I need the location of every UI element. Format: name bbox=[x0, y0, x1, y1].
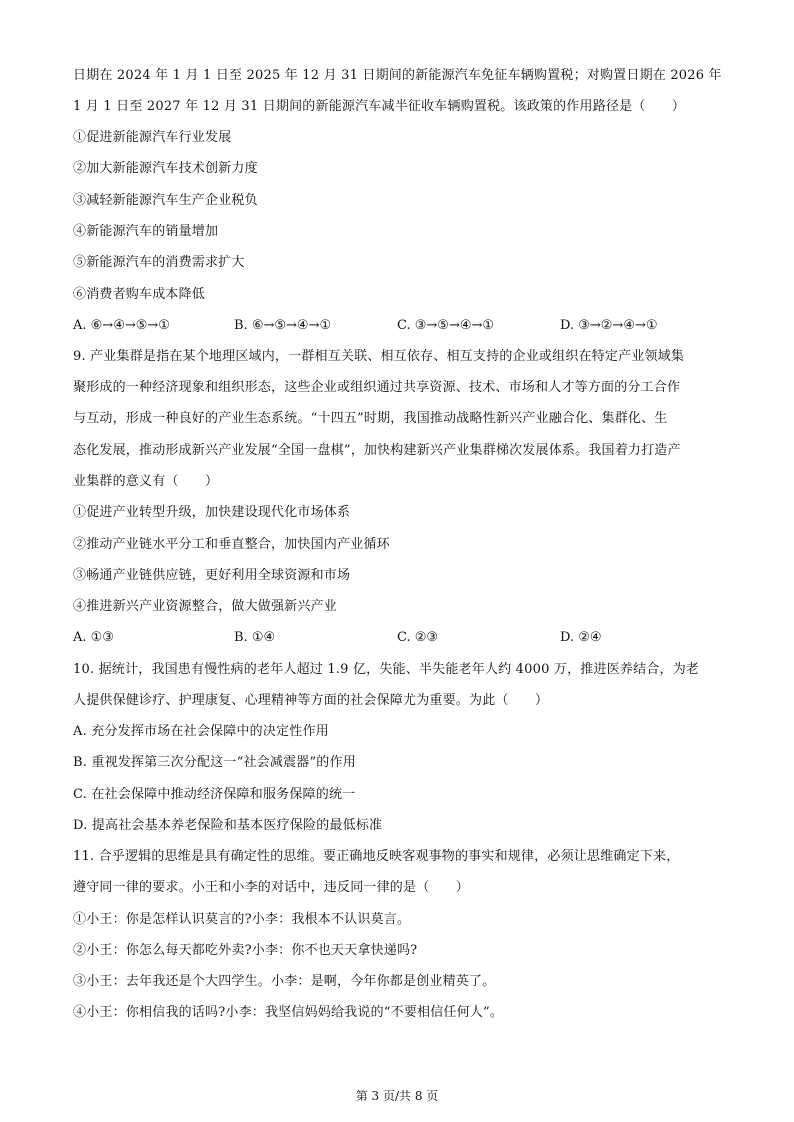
q11-item-1: ①小王：你是怎样认识莫言的?小李：我根本不认识莫言。 bbox=[73, 912, 411, 927]
q9-option-b: B. ①④ bbox=[234, 630, 276, 645]
q11-stem-line-1: 11. 合乎逻辑的思维是具有确定性的思维。要正确地反映客观事物的事实和规律，必须让思维确定下来， bbox=[73, 849, 680, 864]
q8-option-c: C. ③→⑤→④→① bbox=[397, 318, 495, 333]
q10-choice-a: A. 充分发挥市场在社会保障中的决定性作用 bbox=[73, 724, 329, 739]
q9-stem-line-3: 与互动，形成一种良好的产业生态系统。“十四五”时期，我国推动战略性新兴产业融合化、集群化、生 bbox=[73, 411, 668, 426]
q8-item-4: ④新能源汽车的销量增加 bbox=[73, 224, 219, 239]
q9-option-a: A. ①③ bbox=[73, 630, 114, 645]
q9-option-d: D. ②④ bbox=[560, 630, 602, 645]
q11-stem-line-2: 遵守同一律的要求。小王和小李的对话中，违反同一律的是（ ） bbox=[73, 880, 470, 895]
q8-stem-line-1: 日期在 2024 年 1 月 1 日至 2025 年 12 月 31 日期间的新能源汽车免征车辆购置税；对购置日期在 2026 年 bbox=[73, 68, 722, 83]
q8-option-b: B. ⑥→⑤→④→① bbox=[234, 318, 332, 333]
q9-stem-line-1: 9. 产业集群是指在某个地理区域内，一群相互关联、相互依存、相互支持的企业或组织在特定产业领域集 bbox=[73, 349, 685, 364]
q8-stem-line-2: 1 月 1 日至 2027 年 12 月 31 日期间的新能源汽车减半征收车辆购置税。该政策的作用路径是（ ） bbox=[73, 99, 686, 114]
q8-option-d: D. ③→②→④→① bbox=[560, 318, 658, 333]
q9-stem-line-4: 态化发展，推动形成新兴产业发展“全国一盘棋”，加快构建新兴产业集群梯次发展体系。我国着力打造产 bbox=[73, 443, 681, 458]
q10-stem-line-1: 10. 据统计，我国患有慢性病的老年人超过 1.9 亿，失能、半失能老年人约 4000 万，推进医养结合，为老 bbox=[73, 662, 700, 677]
q9-item-2: ②推动产业链水平分工和垂直整合，加快国内产业循环 bbox=[73, 537, 390, 552]
q10-stem-line-2: 人提供保健诊疗、护理康复、心理精神等方面的社会保障尤为重要。为此（ ） bbox=[73, 693, 549, 708]
q8-option-a: A. ⑥→④→⑤→① bbox=[73, 318, 170, 333]
q9-stem-line-5: 业集群的意义有（ ） bbox=[73, 474, 219, 489]
q8-item-1: ①促进新能源汽车行业发展 bbox=[73, 130, 232, 145]
q9-item-4: ④推进新兴产业资源整合，做大做强新兴产业 bbox=[73, 599, 338, 614]
q8-item-5: ⑤新能源汽车的消费需求扩大 bbox=[73, 255, 245, 270]
q11-item-2: ②小王：你怎么每天都吃外卖?小李：你不也天天拿快递吗? bbox=[73, 943, 418, 958]
q9-stem-line-2: 聚形成的一种经济现象和组织形态，这些企业或组织通过共享资源、技术、市场和人才等方面的分工合作 bbox=[73, 380, 681, 395]
q10-choice-d: D. 提高社会基本养老保险和基本医疗保险的最低标准 bbox=[73, 818, 383, 833]
page-number: 第 3 页/共 8 页 bbox=[355, 1089, 439, 1103]
q8-item-2: ②加大新能源汽车技术创新力度 bbox=[73, 161, 258, 176]
q9-item-1: ①促进产业转型升级，加快建设现代化市场体系 bbox=[73, 505, 351, 520]
q10-choice-c: C. 在社会保障中推动经济保障和服务保障的统一 bbox=[73, 787, 356, 802]
q8-item-3: ③减轻新能源汽车生产企业税负 bbox=[73, 193, 258, 208]
q9-item-3: ③畅通产业链供应链，更好利用全球资源和市场 bbox=[73, 568, 351, 583]
q11-item-3: ③小王：去年我还是个大四学生。小李：是啊，今年你都是创业精英了。 bbox=[73, 974, 496, 989]
q8-item-6: ⑥消费者购车成本降低 bbox=[73, 287, 206, 302]
q11-item-4: ④小王：你相信我的话吗?小李：我坚信妈妈给我说的“不要相信任何人”。 bbox=[73, 1005, 504, 1020]
q9-option-c: C. ②③ bbox=[397, 630, 439, 645]
q10-choice-b: B. 重视发挥第三次分配这一“社会减震器”的作用 bbox=[73, 755, 356, 770]
